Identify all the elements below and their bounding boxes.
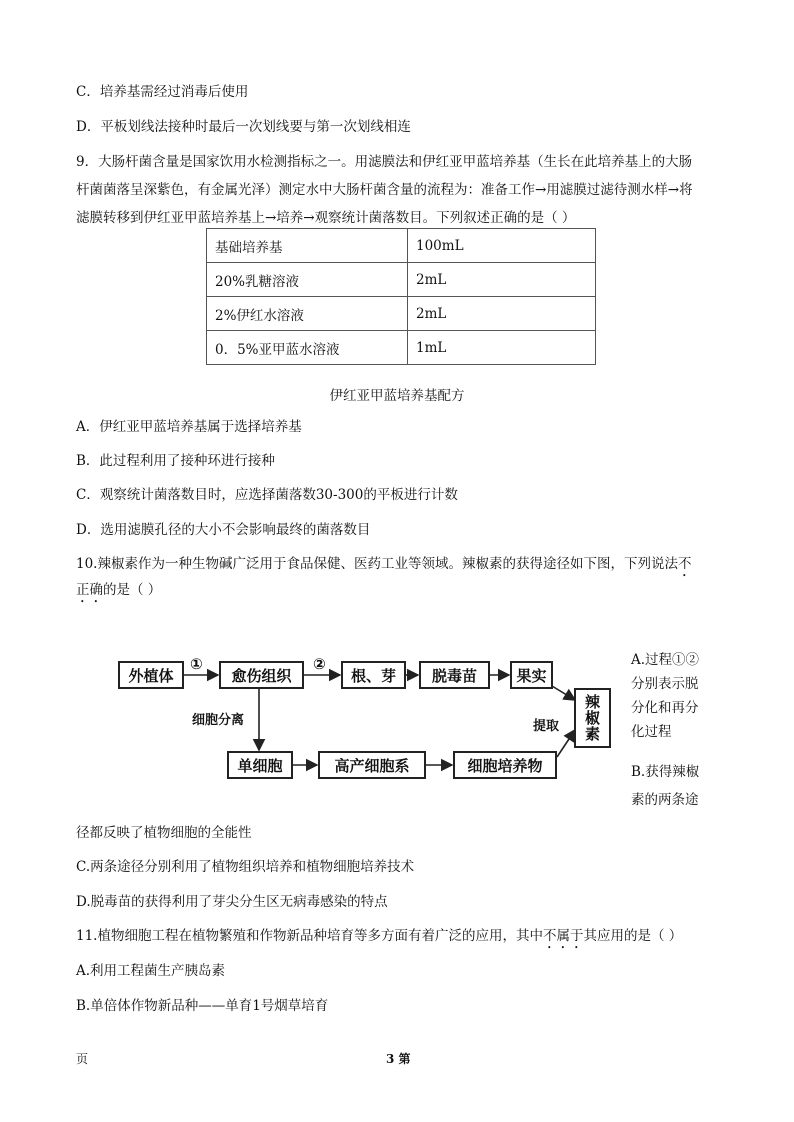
- emphasis-text: 不属于: [542, 928, 584, 944]
- cell-culture-box: 细胞培养物: [453, 751, 557, 779]
- option-a-q11: A.利用工程菌生产胰岛素: [76, 963, 226, 979]
- question-9-line-3: 滤膜转移到伊红亚甲蓝培养基上→培养→观察统计菌落数目。下列叙述正确的是（ ）: [76, 210, 576, 226]
- question-9-line-2: 杆菌菌落呈深紫色，有金属光泽）测定水中大肠杆菌含量的流程为：准备工作→用滤膜过滤待测水样→将: [76, 182, 693, 198]
- step-2-label: ②: [313, 655, 326, 673]
- question-10-text: 的是（ ）: [103, 582, 162, 598]
- option-c-q9: C．观察统计菌落数目时，应选择菌落数30-300的平板进行计数: [76, 487, 458, 503]
- table-cell-ingredient: 2%伊红水溶液: [207, 297, 408, 331]
- table-caption: 伊红亚甲蓝培养基配方: [329, 388, 465, 404]
- single-cell-box: 单细胞: [227, 751, 293, 779]
- table-cell-amount: 100mL: [408, 229, 596, 263]
- option-b-q10-line-2: 素的两条途: [631, 792, 699, 808]
- option-c-q8: C．培养基需经过消毒后使用: [76, 84, 249, 100]
- question-10-text: 10.辣椒素作为一种生物碱广泛用于食品保健、医药工业等领域。辣椒素的获得途径如下图，下列说法: [76, 556, 678, 572]
- option-a-q9: A．伊红亚甲蓝培养基属于选择培养基: [76, 419, 302, 435]
- callus-box: 愈伤组织: [219, 661, 304, 689]
- option-d-q9: D．选用滤膜孔径的大小不会影响最终的菌落数目: [76, 522, 371, 538]
- option-b-q11: B.单倍体作物新品种——单育1号烟草培育: [76, 998, 329, 1014]
- option-b-q9: B．此过程利用了接种环进行接种: [76, 453, 275, 469]
- table-cell-ingredient: 0．5%亚甲蓝水溶液: [207, 331, 408, 365]
- high-yield-cell-line-box: 高产细胞系: [318, 751, 426, 779]
- option-a-q10-line-2: 分别表示脱: [631, 676, 699, 692]
- footer-page-word: 页: [76, 1052, 89, 1066]
- footer-page-number: 3 第: [386, 1052, 411, 1066]
- option-a-q10-line-4: 化过程: [631, 724, 672, 740]
- option-a-q10-line-3: 分化和再分: [631, 700, 699, 716]
- capsaicin-box: 辣椒素: [574, 688, 611, 748]
- question-11-text: [76, 926, 682, 952]
- extract-label: 提取: [533, 719, 560, 734]
- emphasis-text: 正确: [76, 582, 103, 598]
- question-9-line-1: 9．大肠杆菌含量是国家饮用水检测指标之一。用滤膜法和伊红亚甲蓝培养基（生长在此培养基上的大肠: [76, 154, 693, 170]
- table-cell-ingredient: 20%乳糖溶液: [207, 263, 408, 297]
- option-b-q10-line-3: 径都反映了植物细胞的全能性: [76, 825, 252, 841]
- question-11-prefix: 11.植物细胞工程在植物繁殖和作物新品种培育等多方面有着广泛的应用，其中: [76, 928, 543, 944]
- virus-free-seedling-box: 脱毒苗: [419, 661, 490, 689]
- emphasis-text: 不: [677, 556, 692, 572]
- question-11-suffix: 其应用的是（ ）: [583, 928, 683, 944]
- explant-box: 外植体: [118, 661, 184, 689]
- option-c-q10: C.两条途径分别利用了植物组织培养和植物细胞培养技术: [76, 859, 415, 875]
- table-cell-ingredient: 基础培养基: [207, 229, 408, 263]
- table-cell-amount: 2mL: [408, 297, 596, 331]
- root-bud-box: 根、芽: [341, 661, 406, 689]
- fruit-box: 果实: [510, 661, 553, 689]
- table-cell-amount: 2mL: [408, 263, 596, 297]
- cell-separation-label: 细胞分离: [192, 713, 245, 728]
- option-a-q10-line-1: A.过程①②: [631, 652, 700, 668]
- option-b-q10-line-1: B.获得辣椒: [631, 764, 700, 780]
- table-cell-amount: 1mL: [408, 331, 596, 365]
- option-d-q10: D.脱毒苗的获得利用了芽尖分生区无病毒感染的特点: [76, 894, 388, 910]
- option-d-q8: D．平板划线法接种时最后一次划线要与第一次划线相连: [76, 119, 411, 135]
- step-1-label: ①: [190, 655, 203, 673]
